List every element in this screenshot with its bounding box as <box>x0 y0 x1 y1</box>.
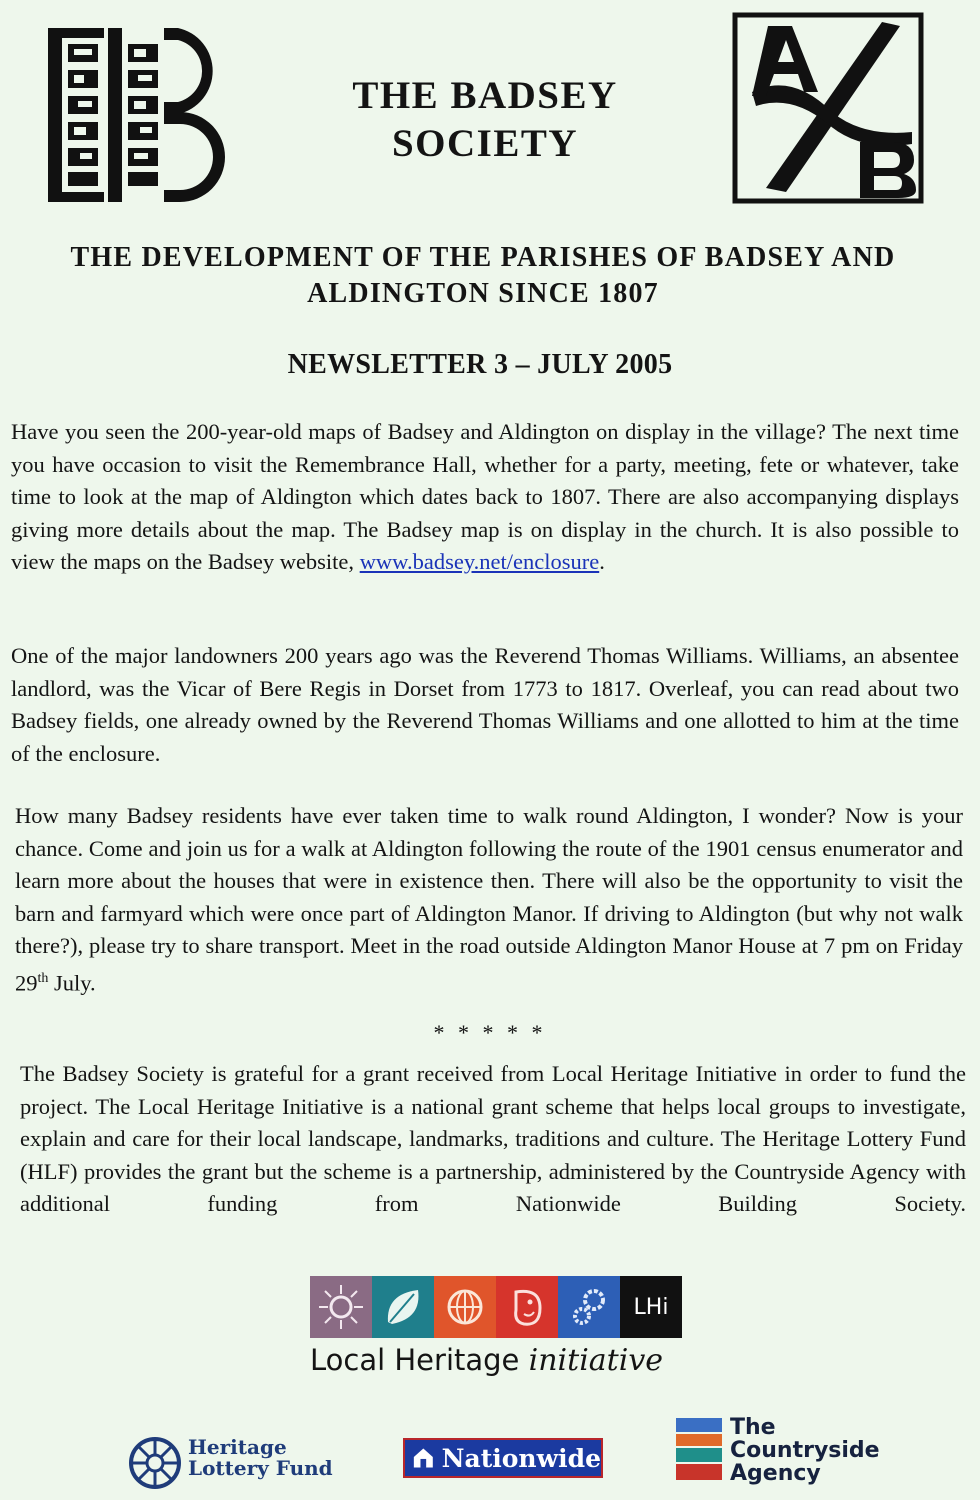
paragraph-end: . <box>599 549 605 574</box>
paragraph-reverend-williams: One of the major landowners 200 years ago was the Reverend Thomas Williams. Williams, an absentee landlord, was the Vicar of Bere Regis in Dorset from 1773 to 1817. Overleaf, you can read about two Badsey fields, one already owned by the Reverend Thomas Williams and one allotted to him at the time of the enclosure. <box>11 643 959 766</box>
local-heritage-initiative-logo <box>310 1276 682 1338</box>
paragraph-grant-funding: The Badsey Society is grateful for a grant received from Local Heritage Initiative in order to fund the project. The Local Heritage Initiative is a national grant scheme that helps local groups to investigate, explain and care for their local landscape, landmarks, traditions and culture. The Heritage Lottery Fund (HLF) provides the grant but the scheme is a partnership, administered by the Countryside Agency with additional funding from Nationwide Building Society. <box>20 1061 966 1216</box>
hlf-line-1: Heritage <box>188 1435 287 1459</box>
ca-line-2: Countryside <box>730 1438 880 1463</box>
newsletter-title: NEWSLETTER 3 – JULY 2005 <box>287 349 673 380</box>
ca-line-1: The <box>730 1415 776 1440</box>
hlf-text <box>188 1437 333 1479</box>
lhi-badge-text: LHi <box>633 1294 669 1320</box>
document-title: THE DEVELOPMENT OF THE PARISHES OF BADSEY AND ALDINGTON SINCE 1807 <box>70 242 896 309</box>
gears-icon <box>558 1276 620 1338</box>
face-icon <box>496 1276 558 1338</box>
lhi-badge <box>620 1276 682 1338</box>
section-separator: * * * * * <box>433 1020 547 1045</box>
paragraph-text: Have you seen the 200-year-old maps of Badsey and Aldington on display in the village? The next time you have occasion to visit the Remembrance Hall, whether for a party, meeting, fete or whatever, take time to look at the map of Aldington which dates back to 1807. There are also accompanying displays giving more details about the map. The Badsey map is on display in the church. It is also possible to view the maps on the Badsey website, <box>11 419 959 574</box>
hlf-line-2: Lottery Fund <box>188 1456 333 1480</box>
badsey-website-link[interactable]: www.badsey.net/enclosure <box>359 549 600 574</box>
badsey-society-logo <box>46 22 226 208</box>
paragraph-text: How many Badsey residents have ever taken time to walk round Aldington, I wonder? Now is your chance. Come and join us for a walk at Aldington following the route of the 1901 census enumerator and learn more about the houses that were in existence then. There will also be the opportunity to visit the barn and farmyard which were once part of Aldington Manor. If driving to Aldington (but why not walk there?), please try to share transport. Meet in the road outside Aldington Manor House at 7 pm on Friday 29 <box>15 803 963 995</box>
nationwide-text: Nationwide <box>441 1443 601 1473</box>
nationwide-house-icon <box>411 1445 436 1471</box>
leaf-icon <box>372 1276 434 1338</box>
ca-line-3: Agency <box>730 1461 821 1486</box>
ordinal-suffix: th <box>37 970 49 986</box>
globe-icon <box>434 1276 496 1338</box>
paragraph-end: July. <box>48 970 96 995</box>
countryside-agency-text <box>730 1416 880 1485</box>
lhi-caption-italic: initiative <box>528 1343 664 1378</box>
nationwide-logo <box>403 1438 603 1478</box>
lhi-caption <box>310 1340 690 1381</box>
hlf-emblem-icon <box>128 1436 182 1490</box>
paragraph-aldington-walk <box>15 800 963 1000</box>
society-title: THE BADSEY SOCIETY <box>352 74 618 165</box>
countryside-agency-flag-icon <box>676 1418 724 1482</box>
paragraph-maps-display <box>11 416 959 579</box>
lhi-caption-plain: Local Heritage <box>310 1343 529 1377</box>
countryside-agency-logo <box>676 1418 724 1482</box>
sunburst-icon <box>310 1276 372 1338</box>
badsey-aldington-logo <box>732 12 924 204</box>
